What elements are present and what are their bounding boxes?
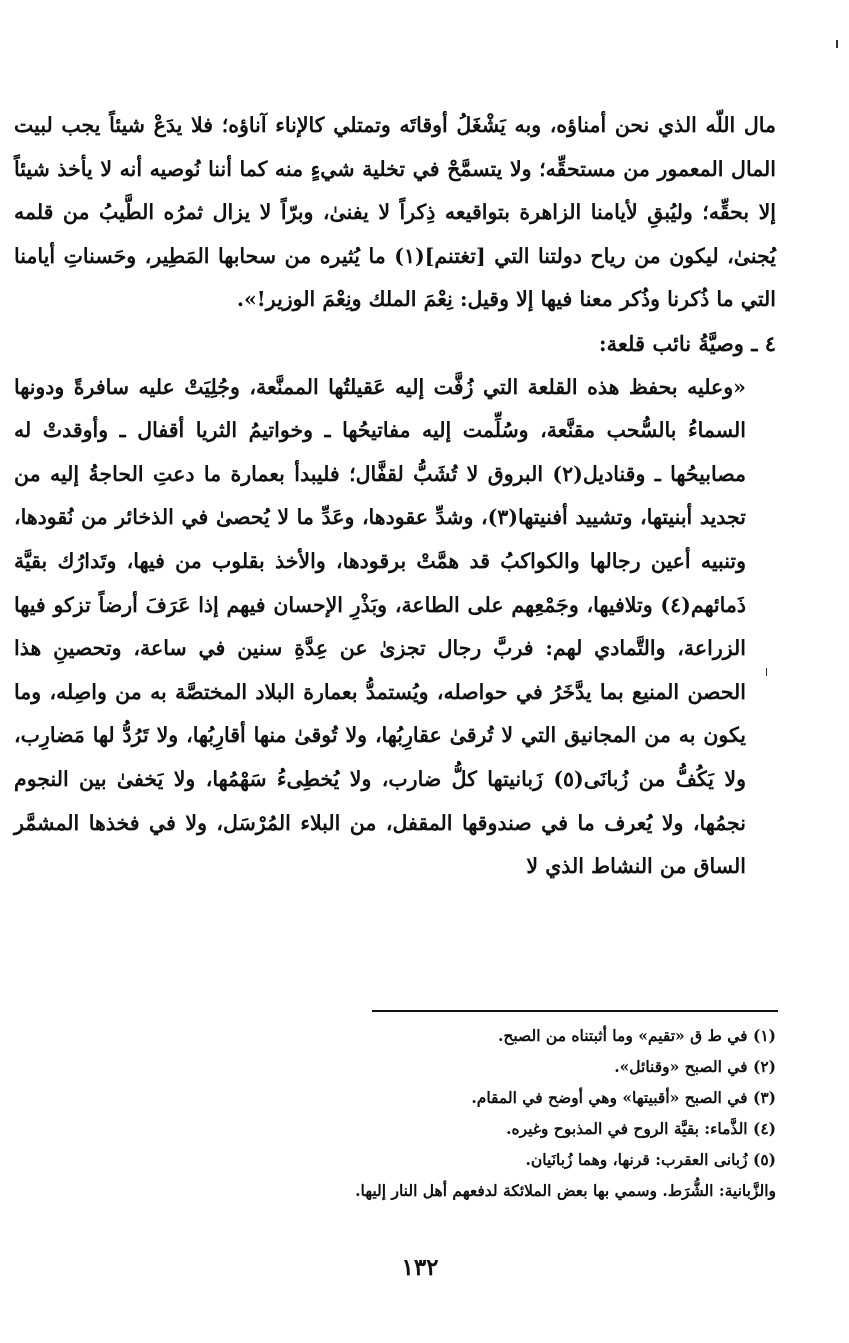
intro-paragraph: مال اللّه الذي نحن أمناؤه، وبه يَشْغَلُ أوقاتَه وتمتلي كالإناء آناؤه؛ فلا يدَعْ شيئاً يجب لبيت المال المعمور من مستحقِّه؛ ولا يتسمَّحْ في تخلية شيءٍ منه كما أننا نُوصيه أنه لا يأخذ شيئاً إلا بحقِّه؛ وليُبقِ لأيامنا الزاهرة بتواقيعه ذِكراً لا يفنىٰ، وبرّاً لا يزال ثمرُه الطَّيبُ من قلمه يُجنىٰ، ليكون من رياح دولتنا التي [تغتنم](١) ما يُثيره من سحابها المَطِير، وحَسناتِ أيامنا التي ما ذُكرنا وذُكر معنا فيها إلا وقيل: نِعْمَ الملك ونِعْمَ الوزير!».	[14, 113, 776, 312]
footnote-1: (١) في ط ق «تقيم» وما أثبتناه من الصبح.	[497, 1026, 776, 1045]
scan-margin-mark	[766, 668, 767, 676]
footnote-2: (٢) في الصبح «وقنائل».	[614, 1057, 776, 1076]
footnote-3: (٣) في الصبح «أقبيتها» وهي أوضح في المقام.	[471, 1088, 776, 1107]
footnotes-block	[160, 1020, 776, 1206]
main-paragraph: «وعليه بحفظ هذه القلعة التي زُفَّت إليه عَقيلتُها الممنَّعة، وجُلِيَتْ عليه سافرةً ودونها السماءُ بالسُّحب مقنَّعة، وسُلِّمت إليه مفاتيحُها ـ وخواتيمُ الثريا أقفال ـ وأوقدتْ له مصابيحُها ـ وقناديل(٢) البروق لا تُشَبُّ لقفَّال؛ فليبدأ بعمارة ما دعتِ الحاجةُ إليه من تجديد أبنيتها، وتشييد أفنيتها(٣)، وشدِّ عقودها، وعَدِّ ما لا يُحصىٰ في الذخائر من نُقودها، وتنبيه أعين رجالها والكواكبُ قد همَّتْ برقودها، والأخذ بقلوب من فيها، وتَدارُك بقيَّة ذَمائهم(٤) وتلافيها، وجَمْعِهم على الطاعة، وبَذْرِ الإحسان فيهم إذا عَرَفَ أرضاً تزكو فيها الزراعة، والتَّمادي لهم: فربَّ رجال تجزىٰ عن عِدَّةِ سنين في ساعة، وتحصينِ هذا الحصن المنيع بما يدَّخَرُ في حواصله، ويُستمدُّ بعمارة البلاد المختصَّة به من واصِله، وما يكون به من المجانيق التي لا تُرقىٰ عقارِبُها، ولا تُوقىٰ منها أقارِبُها، ولا تَرُدُّ لها مَضارِب، ولا يَكُفُّ من زُبانَى(٥) زَبانيتها كلُّ ضارب، ولا يُخطِىءُ سَهْمُها، ولا يَخفىٰ بين النجوم نجمُها، ولا يُعرف ما في صندوقها المقفل، من البلاء المُرْسَل، ولا في فخذها المشمَّر الساق من النشاط الذي لا	[14, 374, 747, 879]
section-heading: ٤ ـ وصيَّةُ نائب قلعة:	[598, 330, 776, 356]
footnote-separator	[372, 1010, 778, 1012]
main-text-block	[14, 104, 776, 889]
scan-edge-mark	[836, 40, 838, 48]
footnote-5: (٥) زُبانى العقرب: قرنها، وهما زُبانَيان.	[525, 1150, 776, 1169]
footnote-4: (٤) الذَّماء: بقيَّة الروح في المذبوح وغيره.	[506, 1119, 776, 1138]
page-number: ١٣٢	[401, 1254, 439, 1281]
footnote-5-continuation: والزَّبانية: الشُّرَط. وسمي بها بعض الملائكة لدفعهم أهل النار إليها.	[355, 1181, 776, 1200]
